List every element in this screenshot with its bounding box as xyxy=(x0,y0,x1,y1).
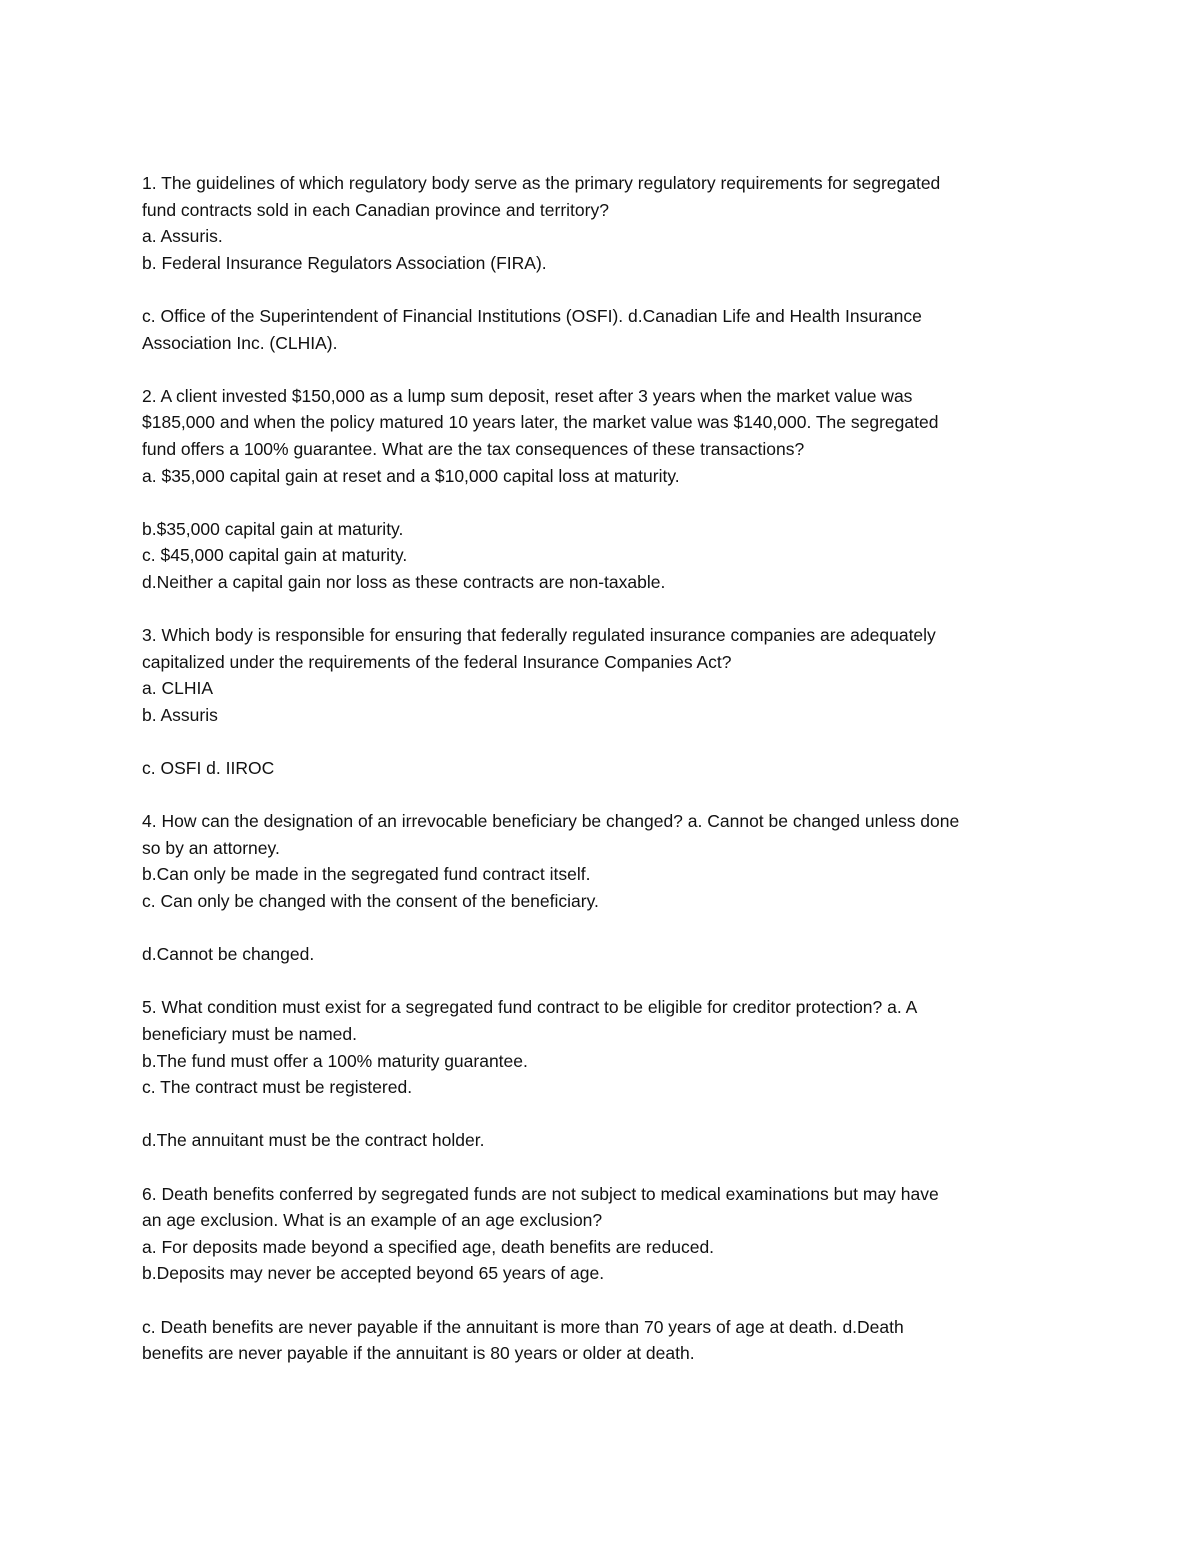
question-5 xyxy=(142,994,1062,1154)
paragraph-gap xyxy=(142,1287,1062,1314)
paragraph-gap xyxy=(142,782,1062,809)
question-1-line-1: 1. The guidelines of which regulatory body serve as the primary regulatory requirements for segregated xyxy=(142,173,941,193)
question-6-line-2: an age exclusion. What is an example of an age exclusion? xyxy=(142,1210,603,1231)
question-2-option-d: d.Neither a capital gain nor loss as these contracts are non-taxable. xyxy=(142,571,666,592)
question-1-line-2: fund contracts sold in each Canadian province and territory? xyxy=(142,199,609,220)
question-2-line-3: fund offers a 100% guarantee. What are the tax consequences of these transactions? xyxy=(142,438,805,459)
paragraph-gap xyxy=(142,276,1062,303)
paragraph-gap xyxy=(142,968,1062,995)
question-1-option-a: a. Assuris. xyxy=(142,226,223,247)
question-1 xyxy=(142,170,1062,356)
question-2-option-c: c. $45,000 capital gain at maturity. xyxy=(142,545,408,566)
paragraph-gap xyxy=(142,356,1062,383)
question-2-option-b: b.$35,000 capital gain at maturity. xyxy=(142,518,404,539)
paragraph-gap xyxy=(142,596,1062,623)
paragraph-gap xyxy=(142,489,1062,516)
question-4-line-1: 4. How can the designation of an irrevocable beneficiary be changed? a. Cannot be changed unless done xyxy=(142,811,960,832)
paragraph-gap xyxy=(142,915,1062,942)
question-2 xyxy=(142,383,1062,596)
question-5-option-d: d.The annuitant must be the contract holder. xyxy=(142,1130,485,1151)
question-3-option-b: b. Assuris xyxy=(142,704,218,725)
question-6-option-a: a. For deposits made beyond a specified age, death benefits are reduced. xyxy=(142,1236,715,1257)
question-1-option-d-cont: Association Inc. (CLHIA). xyxy=(142,332,338,353)
question-6-option-c-d: c. Death benefits are never payable if the annuitant is more than 70 years of age at death. d.Death xyxy=(142,1316,904,1337)
document-body xyxy=(142,170,1062,1367)
question-2-option-a: a. $35,000 capital gain at reset and a $10,000 capital loss at maturity. xyxy=(142,465,680,486)
question-6-line-1: 6. Death benefits conferred by segregated funds are not subject to medical examinations but may have xyxy=(142,1183,939,1204)
question-6-option-b: b.Deposits may never be accepted beyond 65 years of age. xyxy=(142,1263,605,1284)
question-4 xyxy=(142,808,1062,968)
question-5-option-b: b.The fund must offer a 100% maturity guarantee. xyxy=(142,1050,528,1071)
paragraph-gap xyxy=(142,1101,1062,1128)
question-3-option-c-d: c. OSFI d. IIROC xyxy=(142,758,275,779)
question-3-option-a: a. CLHIA xyxy=(142,678,213,699)
question-3 xyxy=(142,622,1062,782)
question-5-line-1: 5. What condition must exist for a segregated fund contract to be eligible for creditor protection? a. A xyxy=(142,997,918,1018)
question-4-option-c: c. Can only be changed with the consent of the beneficiary. xyxy=(142,891,599,912)
question-1-option-c-d: c. Office of the Superintendent of Financial Institutions (OSFI). d.Canadian Life and Health Insurance xyxy=(142,305,922,326)
question-2-line-1: 2. A client invested $150,000 as a lump sum deposit, reset after 3 years when the market value was xyxy=(142,385,913,406)
question-4-line-2: so by an attorney. xyxy=(142,837,280,858)
paragraph-gap xyxy=(142,728,1062,755)
question-4-option-d: d.Cannot be changed. xyxy=(142,944,315,965)
question-6 xyxy=(142,1181,1062,1367)
question-1-option-b: b. Federal Insurance Regulators Association (FIRA). xyxy=(142,252,547,273)
question-5-line-2: beneficiary must be named. xyxy=(142,1024,357,1044)
question-2-line-2: $185,000 and when the policy matured 10 years later, the market value was $140,000. The segregated xyxy=(142,412,939,433)
question-5-option-c: c. The contract must be registered. xyxy=(142,1077,413,1098)
paragraph-gap xyxy=(142,1154,1062,1181)
question-3-line-1: 3. Which body is responsible for ensuring that federally regulated insurance companies are adequately xyxy=(142,625,936,646)
question-6-option-d-cont: benefits are never payable if the annuitant is 80 years or older at death. xyxy=(142,1343,695,1364)
question-3-line-2: capitalized under the requirements of the federal Insurance Companies Act? xyxy=(142,651,732,672)
question-4-option-b: b.Can only be made in the segregated fund contract itself. xyxy=(142,864,591,885)
